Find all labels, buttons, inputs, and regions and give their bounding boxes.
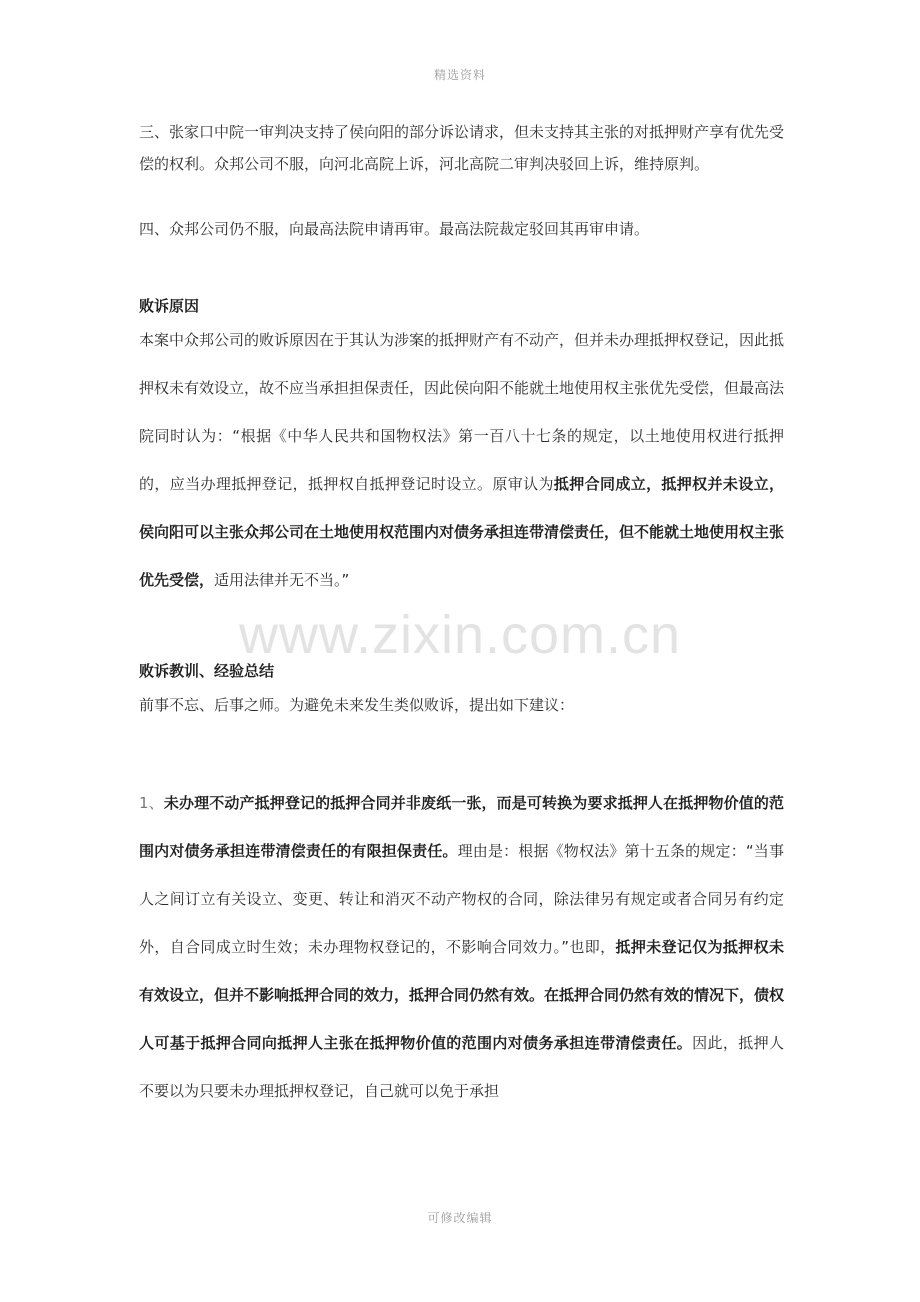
list-item-1 [139,779,784,1115]
list-item-number: 1、 [139,794,164,812]
reason-text-2: 适用法律并无不当。” [214,571,350,589]
page-header: 精选资料 [433,68,486,82]
paragraph-4: 四、众邦公司仍不服，向最高法院申请再审。最高法院裁定驳回其再审申请。 [139,220,650,238]
page-footer: 可修改编辑 [427,1211,493,1225]
item1-text-2: 因此，抵押人不要以为只要未办理抵押权登记，自己就可以免于承担 [139,1034,784,1100]
section-heading-lessons: 败诉教训、经验总结 [139,662,275,680]
reason-bold: 抵押合同成立，抵押权并未设立，侯向阳可以主张众邦公司在土地使用权范围内对债务承担连带清偿责任，但不能就土地使用权主张优先受偿， [139,475,785,589]
paragraph-3: 三、张家口中院一审判决支持了侯向阳的部分诉讼请求，但未支持其主张的对抵押财产享有优先受偿的权利。众邦公司不服，向河北高院上诉，河北高院二审判决驳回上诉，维持原判。 [139,123,785,173]
watermark: www.zixin.com.cn [238,605,682,665]
reason-text-1: 本案中众邦公司的败诉原因在于其认为涉案的抵押财产有不动产，但并未办理抵押权登记，因此抵押权未有效设立，故不应当承担担保责任，因此侯向阳不能就土地使用权主张优先受偿，但最高法院同时认为：“根据《中华人民共和国物权法》第一百八十七条的规定，以土地使用权进行抵押的，应当办理抵押登记，抵押权自抵押登记时设立。原审认为 [139,331,785,493]
item1-bold-1: 未办理不动产抵押登记的抵押合同并非废纸一张，而是可转换为要求抵押人在抵押物价值的范围内对债务承担连带清偿责任的有限担保责任。 [139,794,784,860]
reason-paragraph [139,316,784,604]
item1-bold-2: 抵押未登记仅为抵押权未有效设立，但并不影响抵押合同的效力，抵押合同仍然有效。在抵押合同仍然有效的情况下，债权人可基于抵押合同向抵押人主张在抵押物价值的范围内对债务承担连带清偿责任。 [139,938,785,1052]
lessons-intro: 前事不忘、后事之师。为避免未来发生类似败诉，提出如下建议： [139,696,575,714]
section-heading-reason: 败诉原因 [139,297,200,315]
item1-text-1: 理由是：根据《物权法》第十五条的规定：“当事人之间订立有关设立、变更、转让和消灭不动产物权的合同，除法律另有规定或者合同另有约定外，自合同成立时生效；未办理物权登记的，不影响合同效力。”也即， [139,842,784,956]
